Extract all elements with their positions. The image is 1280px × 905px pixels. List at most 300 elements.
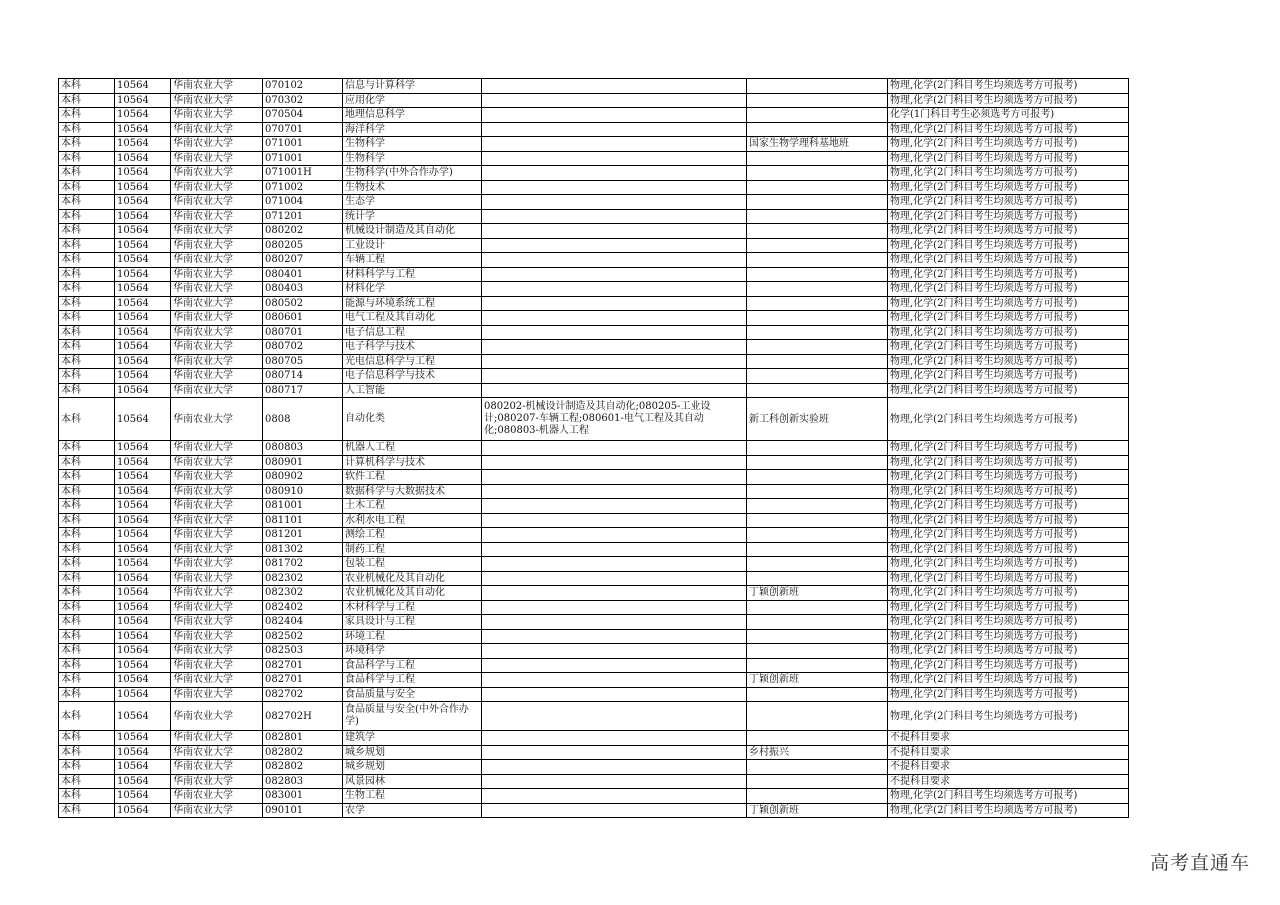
major-code-cell: 080202 xyxy=(263,224,343,239)
table-row xyxy=(59,571,1129,586)
included-majors-cell xyxy=(482,79,747,94)
included-majors-cell xyxy=(482,803,747,818)
major-code-cell: 080803 xyxy=(263,441,343,456)
school-code-cell: 10564 xyxy=(115,789,171,804)
major-name-cell: 材料科学与工程 xyxy=(343,267,482,282)
included-majors-cell xyxy=(482,180,747,195)
subject-requirement-cell: 物理,化学(2门科目考生均须选考方可报考) xyxy=(888,296,1129,311)
major-code-cell: 080910 xyxy=(263,484,343,499)
table-row xyxy=(59,600,1129,615)
included-majors-cell xyxy=(482,93,747,108)
school-code-cell: 10564 xyxy=(115,137,171,152)
included-majors-cell xyxy=(482,311,747,326)
included-majors-cell xyxy=(482,470,747,485)
level-cell: 本科 xyxy=(59,586,115,601)
major-code-cell: 080705 xyxy=(263,354,343,369)
table-row xyxy=(59,195,1129,210)
subject-requirement-cell: 物理,化学(2门科目考生均须选考方可报考) xyxy=(888,499,1129,514)
school-code-cell: 10564 xyxy=(115,441,171,456)
subject-requirement-cell: 物理,化学(2门科目考生均须选考方可报考) xyxy=(888,658,1129,673)
major-code-cell: 082404 xyxy=(263,615,343,630)
school-name-cell: 华南农业大学 xyxy=(171,209,263,224)
table-row xyxy=(59,398,1129,441)
subject-requirement-cell: 物理,化学(2门科目考生均须选考方可报考) xyxy=(888,615,1129,630)
school-code-cell: 10564 xyxy=(115,484,171,499)
included-majors-cell xyxy=(482,644,747,659)
school-name-cell: 华南农业大学 xyxy=(171,180,263,195)
table-row xyxy=(59,455,1129,470)
school-code-cell: 10564 xyxy=(115,195,171,210)
table-row xyxy=(59,789,1129,804)
subject-requirement-cell: 物理,化学(2门科目考生均须选考方可报考) xyxy=(888,673,1129,688)
remark-cell: 新工科创新实验班 xyxy=(747,398,888,441)
major-code-cell: 080401 xyxy=(263,267,343,282)
remark-cell: 丁颖创新班 xyxy=(747,673,888,688)
included-majors-cell xyxy=(482,137,747,152)
subject-requirement-cell: 物理,化学(2门科目考生均须选考方可报考) xyxy=(888,122,1129,137)
major-name-cell: 生物工程 xyxy=(343,789,482,804)
level-cell: 本科 xyxy=(59,702,115,731)
subject-requirement-cell: 物理,化学(2门科目考生均须选考方可报考) xyxy=(888,311,1129,326)
level-cell: 本科 xyxy=(59,398,115,441)
major-code-cell: 082802 xyxy=(263,760,343,775)
major-name-cell: 工业设计 xyxy=(343,238,482,253)
table-row xyxy=(59,731,1129,746)
school-name-cell: 华南农业大学 xyxy=(171,354,263,369)
subject-requirement-cell: 物理,化学(2门科目考生均须选考方可报考) xyxy=(888,224,1129,239)
subject-requirement-cell: 物理,化学(2门科目考生均须选考方可报考) xyxy=(888,151,1129,166)
school-code-cell: 10564 xyxy=(115,731,171,746)
remark-cell xyxy=(747,760,888,775)
major-name-cell: 机械设计制造及其自动化 xyxy=(343,224,482,239)
school-code-cell: 10564 xyxy=(115,311,171,326)
included-majors-cell xyxy=(482,441,747,456)
level-cell: 本科 xyxy=(59,151,115,166)
major-name-cell: 木材科学与工程 xyxy=(343,600,482,615)
level-cell: 本科 xyxy=(59,673,115,688)
subject-requirement-cell: 物理,化学(2门科目考生均须选考方可报考) xyxy=(888,79,1129,94)
level-cell: 本科 xyxy=(59,79,115,94)
school-name-cell: 华南农业大学 xyxy=(171,398,263,441)
subject-requirement-cell: 化学(1门科目考生必须选考方可报考) xyxy=(888,108,1129,123)
table-row xyxy=(59,79,1129,94)
included-majors-cell xyxy=(482,354,747,369)
table-row xyxy=(59,383,1129,398)
remark-cell xyxy=(747,238,888,253)
major-name-cell: 机器人工程 xyxy=(343,441,482,456)
remark-cell xyxy=(747,470,888,485)
level-cell: 本科 xyxy=(59,600,115,615)
major-code-cell: 081201 xyxy=(263,528,343,543)
major-name-cell: 生物科学(中外合作办学) xyxy=(343,166,482,181)
subject-requirement-cell: 物理,化学(2门科目考生均须选考方可报考) xyxy=(888,789,1129,804)
included-majors-cell xyxy=(482,166,747,181)
school-name-cell: 华南农业大学 xyxy=(171,108,263,123)
included-majors-cell xyxy=(482,267,747,282)
major-name-cell: 水利水电工程 xyxy=(343,513,482,528)
major-name-cell: 自动化类 xyxy=(343,398,482,441)
major-name-cell: 城乡规划 xyxy=(343,760,482,775)
school-name-cell: 华南农业大学 xyxy=(171,441,263,456)
school-name-cell: 华南农业大学 xyxy=(171,542,263,557)
major-name-cell: 食品质量与安全 xyxy=(343,687,482,702)
major-name-cell: 土木工程 xyxy=(343,499,482,514)
major-code-cell: 080702 xyxy=(263,340,343,355)
included-majors-cell xyxy=(482,542,747,557)
school-code-cell: 10564 xyxy=(115,340,171,355)
major-code-cell: 081702 xyxy=(263,557,343,572)
level-cell: 本科 xyxy=(59,325,115,340)
major-name-cell: 测绘工程 xyxy=(343,528,482,543)
level-cell: 本科 xyxy=(59,484,115,499)
included-majors-cell xyxy=(482,224,747,239)
school-code-cell: 10564 xyxy=(115,687,171,702)
remark-cell xyxy=(747,789,888,804)
school-code-cell: 10564 xyxy=(115,282,171,297)
major-code-cell: 081001 xyxy=(263,499,343,514)
major-code-cell: 082302 xyxy=(263,571,343,586)
major-name-cell: 地理信息科学 xyxy=(343,108,482,123)
school-code-cell: 10564 xyxy=(115,267,171,282)
major-name-cell: 风景园林 xyxy=(343,774,482,789)
level-cell: 本科 xyxy=(59,499,115,514)
school-name-cell: 华南农业大学 xyxy=(171,557,263,572)
included-majors-cell xyxy=(482,702,747,731)
table-row xyxy=(59,282,1129,297)
remark-cell xyxy=(747,296,888,311)
major-name-cell: 生态学 xyxy=(343,195,482,210)
subject-requirement-cell: 物理,化学(2门科目考生均须选考方可报考) xyxy=(888,369,1129,384)
table-row xyxy=(59,702,1129,731)
level-cell: 本科 xyxy=(59,658,115,673)
subject-requirement-cell: 物理,化学(2门科目考生均须选考方可报考) xyxy=(888,282,1129,297)
included-majors-cell xyxy=(482,586,747,601)
school-code-cell: 10564 xyxy=(115,122,171,137)
included-majors-cell xyxy=(482,195,747,210)
table-row xyxy=(59,528,1129,543)
school-name-cell: 华南农业大学 xyxy=(171,600,263,615)
school-name-cell: 华南农业大学 xyxy=(171,325,263,340)
level-cell: 本科 xyxy=(59,195,115,210)
table-row xyxy=(59,513,1129,528)
level-cell: 本科 xyxy=(59,93,115,108)
school-code-cell: 10564 xyxy=(115,586,171,601)
major-code-cell: 071004 xyxy=(263,195,343,210)
school-name-cell: 华南农业大学 xyxy=(171,455,263,470)
table-body xyxy=(59,79,1129,818)
level-cell: 本科 xyxy=(59,267,115,282)
school-name-cell: 华南农业大学 xyxy=(171,774,263,789)
subject-requirement-cell: 物理,化学(2门科目考生均须选考方可报考) xyxy=(888,267,1129,282)
remark-cell xyxy=(747,209,888,224)
remark-cell xyxy=(747,340,888,355)
subject-requirement-cell: 物理,化学(2门科目考生均须选考方可报考) xyxy=(888,93,1129,108)
table-row xyxy=(59,658,1129,673)
level-cell: 本科 xyxy=(59,122,115,137)
included-majors-cell xyxy=(482,673,747,688)
included-majors-cell xyxy=(482,687,747,702)
level-cell: 本科 xyxy=(59,528,115,543)
major-name-cell: 城乡规划 xyxy=(343,745,482,760)
included-majors-cell xyxy=(482,658,747,673)
subject-requirement-cell: 物理,化学(2门科目考生均须选考方可报考) xyxy=(888,238,1129,253)
remark-cell xyxy=(747,195,888,210)
subject-requirement-cell: 物理,化学(2门科目考生均须选考方可报考) xyxy=(888,513,1129,528)
remark-cell: 丁颖创新班 xyxy=(747,586,888,601)
school-code-cell: 10564 xyxy=(115,151,171,166)
included-majors-cell xyxy=(482,122,747,137)
subject-requirement-cell: 物理,化学(2门科目考生均须选考方可报考) xyxy=(888,325,1129,340)
table-row xyxy=(59,325,1129,340)
remark-cell xyxy=(747,325,888,340)
school-name-cell: 华南农业大学 xyxy=(171,166,263,181)
school-name-cell: 华南农业大学 xyxy=(171,383,263,398)
school-name-cell: 华南农业大学 xyxy=(171,629,263,644)
subject-requirement-cell: 物理,化学(2门科目考生均须选考方可报考) xyxy=(888,441,1129,456)
included-majors-cell xyxy=(482,325,747,340)
major-name-cell: 光电信息科学与工程 xyxy=(343,354,482,369)
remark-cell xyxy=(747,557,888,572)
included-majors-cell xyxy=(482,238,747,253)
school-code-cell: 10564 xyxy=(115,108,171,123)
school-name-cell: 华南农业大学 xyxy=(171,470,263,485)
major-name-cell: 农业机械化及其自动化 xyxy=(343,586,482,601)
school-name-cell: 华南农业大学 xyxy=(171,687,263,702)
table-row xyxy=(59,615,1129,630)
table-row xyxy=(59,774,1129,789)
major-code-cell: 080502 xyxy=(263,296,343,311)
subject-requirement-cell: 物理,化学(2门科目考生均须选考方可报考) xyxy=(888,702,1129,731)
major-code-cell: 080717 xyxy=(263,383,343,398)
major-name-cell: 计算机科学与技术 xyxy=(343,455,482,470)
school-name-cell: 华南农业大学 xyxy=(171,658,263,673)
major-name-cell: 信息与计算科学 xyxy=(343,79,482,94)
school-name-cell: 华南农业大学 xyxy=(171,673,263,688)
table-row xyxy=(59,484,1129,499)
school-name-cell: 华南农业大学 xyxy=(171,79,263,94)
table-row xyxy=(59,311,1129,326)
school-name-cell: 华南农业大学 xyxy=(171,803,263,818)
included-majors-cell xyxy=(482,557,747,572)
included-majors-cell xyxy=(482,296,747,311)
table-row xyxy=(59,151,1129,166)
subject-requirement-cell: 物理,化学(2门科目考生均须选考方可报考) xyxy=(888,600,1129,615)
level-cell: 本科 xyxy=(59,687,115,702)
remark-cell xyxy=(747,354,888,369)
subject-requirement-cell: 物理,化学(2门科目考生均须选考方可报考) xyxy=(888,586,1129,601)
subject-requirement-cell: 物理,化学(2门科目考生均须选考方可报考) xyxy=(888,455,1129,470)
included-majors-cell xyxy=(482,528,747,543)
major-name-cell: 海洋科学 xyxy=(343,122,482,137)
level-cell: 本科 xyxy=(59,629,115,644)
school-code-cell: 10564 xyxy=(115,658,171,673)
school-name-cell: 华南农业大学 xyxy=(171,484,263,499)
level-cell: 本科 xyxy=(59,253,115,268)
table-row xyxy=(59,803,1129,818)
major-code-cell: 080714 xyxy=(263,369,343,384)
major-name-cell: 生物技术 xyxy=(343,180,482,195)
school-code-cell: 10564 xyxy=(115,166,171,181)
school-code-cell: 10564 xyxy=(115,296,171,311)
subject-requirement-cell: 物理,化学(2门科目考生均须选考方可报考) xyxy=(888,571,1129,586)
table-row xyxy=(59,629,1129,644)
table-row xyxy=(59,180,1129,195)
school-name-cell: 华南农业大学 xyxy=(171,311,263,326)
level-cell: 本科 xyxy=(59,137,115,152)
remark-cell xyxy=(747,571,888,586)
remark-cell: 丁颖创新班 xyxy=(747,803,888,818)
school-code-cell: 10564 xyxy=(115,760,171,775)
level-cell: 本科 xyxy=(59,108,115,123)
remark-cell xyxy=(747,224,888,239)
subject-requirement-cell: 物理,化学(2门科目考生均须选考方可报考) xyxy=(888,180,1129,195)
remark-cell xyxy=(747,702,888,731)
table-row xyxy=(59,499,1129,514)
subject-requirement-cell: 物理,化学(2门科目考生均须选考方可报考) xyxy=(888,195,1129,210)
included-majors-cell xyxy=(482,629,747,644)
remark-cell xyxy=(747,455,888,470)
school-code-cell: 10564 xyxy=(115,702,171,731)
level-cell: 本科 xyxy=(59,513,115,528)
school-name-cell: 华南农业大学 xyxy=(171,340,263,355)
school-code-cell: 10564 xyxy=(115,600,171,615)
major-name-cell: 车辆工程 xyxy=(343,253,482,268)
remark-cell xyxy=(747,528,888,543)
subject-requirement-cell: 物理,化学(2门科目考生均须选考方可报考) xyxy=(888,340,1129,355)
subject-requirement-cell: 物理,化学(2门科目考生均须选考方可报考) xyxy=(888,470,1129,485)
major-code-cell: 080601 xyxy=(263,311,343,326)
school-code-cell: 10564 xyxy=(115,470,171,485)
remark-cell xyxy=(747,282,888,297)
major-code-cell: 071002 xyxy=(263,180,343,195)
school-code-cell: 10564 xyxy=(115,499,171,514)
major-code-cell: 080901 xyxy=(263,455,343,470)
major-code-cell: 082702 xyxy=(263,687,343,702)
school-name-cell: 华南农业大学 xyxy=(171,137,263,152)
major-code-cell: 082302 xyxy=(263,586,343,601)
major-code-cell: 082802 xyxy=(263,745,343,760)
remark-cell xyxy=(747,122,888,137)
level-cell: 本科 xyxy=(59,180,115,195)
school-name-cell: 华南农业大学 xyxy=(171,253,263,268)
school-name-cell: 华南农业大学 xyxy=(171,151,263,166)
included-majors-cell xyxy=(482,369,747,384)
remark-cell xyxy=(747,600,888,615)
major-name-cell: 农学 xyxy=(343,803,482,818)
school-code-cell: 10564 xyxy=(115,369,171,384)
school-code-cell: 10564 xyxy=(115,325,171,340)
major-name-cell: 材料化学 xyxy=(343,282,482,297)
included-majors-cell xyxy=(482,760,747,775)
major-code-cell: 080403 xyxy=(263,282,343,297)
school-code-cell: 10564 xyxy=(115,224,171,239)
school-name-cell: 华南农业大学 xyxy=(171,760,263,775)
school-name-cell: 华南农业大学 xyxy=(171,122,263,137)
school-code-cell: 10564 xyxy=(115,629,171,644)
level-cell: 本科 xyxy=(59,224,115,239)
major-code-cell: 083001 xyxy=(263,789,343,804)
remark-cell xyxy=(747,731,888,746)
table-row xyxy=(59,557,1129,572)
included-majors-cell xyxy=(482,789,747,804)
included-majors-cell xyxy=(482,731,747,746)
major-code-cell: 082801 xyxy=(263,731,343,746)
school-name-cell: 华南农业大学 xyxy=(171,267,263,282)
major-name-cell: 电子信息科学与技术 xyxy=(343,369,482,384)
school-name-cell: 华南农业大学 xyxy=(171,238,263,253)
major-name-cell: 食品科学与工程 xyxy=(343,658,482,673)
included-majors-cell xyxy=(482,253,747,268)
school-name-cell: 华南农业大学 xyxy=(171,224,263,239)
school-name-cell: 华南农业大学 xyxy=(171,571,263,586)
school-name-cell: 华南农业大学 xyxy=(171,586,263,601)
remark-cell xyxy=(747,484,888,499)
level-cell: 本科 xyxy=(59,745,115,760)
major-name-cell: 统计学 xyxy=(343,209,482,224)
major-code-cell: 080902 xyxy=(263,470,343,485)
subject-requirement-cell: 物理,化学(2门科目考生均须选考方可报考) xyxy=(888,629,1129,644)
subject-requirement-cell: 物理,化学(2门科目考生均须选考方可报考) xyxy=(888,354,1129,369)
school-code-cell: 10564 xyxy=(115,180,171,195)
level-cell: 本科 xyxy=(59,571,115,586)
major-name-cell: 家具设计与工程 xyxy=(343,615,482,630)
remark-cell xyxy=(747,166,888,181)
table-row xyxy=(59,137,1129,152)
subject-requirement-cell: 不提科目要求 xyxy=(888,774,1129,789)
table-row xyxy=(59,745,1129,760)
major-code-cell: 071001H xyxy=(263,166,343,181)
remark-cell xyxy=(747,513,888,528)
school-code-cell: 10564 xyxy=(115,209,171,224)
table-row xyxy=(59,122,1129,137)
major-code-cell: 082503 xyxy=(263,644,343,659)
school-code-cell: 10564 xyxy=(115,528,171,543)
school-code-cell: 10564 xyxy=(115,354,171,369)
major-code-cell: 070701 xyxy=(263,122,343,137)
remark-cell xyxy=(747,383,888,398)
major-code-cell: 071001 xyxy=(263,151,343,166)
school-code-cell: 10564 xyxy=(115,383,171,398)
major-name-cell: 电子科学与技术 xyxy=(343,340,482,355)
admission-requirements-table xyxy=(58,78,1129,818)
major-name-cell: 能源与环境系统工程 xyxy=(343,296,482,311)
school-name-cell: 华南农业大学 xyxy=(171,644,263,659)
level-cell: 本科 xyxy=(59,731,115,746)
school-code-cell: 10564 xyxy=(115,774,171,789)
remark-cell xyxy=(747,369,888,384)
table-row xyxy=(59,542,1129,557)
school-name-cell: 华南农业大学 xyxy=(171,702,263,731)
school-code-cell: 10564 xyxy=(115,93,171,108)
major-name-cell: 数据科学与大数据技术 xyxy=(343,484,482,499)
table-row xyxy=(59,340,1129,355)
subject-requirement-cell: 物理,化学(2门科目考生均须选考方可报考) xyxy=(888,528,1129,543)
level-cell: 本科 xyxy=(59,557,115,572)
table-row xyxy=(59,238,1129,253)
remark-cell xyxy=(747,180,888,195)
major-code-cell: 090101 xyxy=(263,803,343,818)
table-row xyxy=(59,470,1129,485)
school-code-cell: 10564 xyxy=(115,455,171,470)
school-name-cell: 华南农业大学 xyxy=(171,528,263,543)
major-name-cell: 应用化学 xyxy=(343,93,482,108)
major-name-cell: 生物科学 xyxy=(343,151,482,166)
subject-requirement-cell: 物理,化学(2门科目考生均须选考方可报考) xyxy=(888,644,1129,659)
major-name-cell: 环境工程 xyxy=(343,629,482,644)
major-code-cell: 082402 xyxy=(263,600,343,615)
school-code-cell: 10564 xyxy=(115,745,171,760)
major-code-cell: 082803 xyxy=(263,774,343,789)
